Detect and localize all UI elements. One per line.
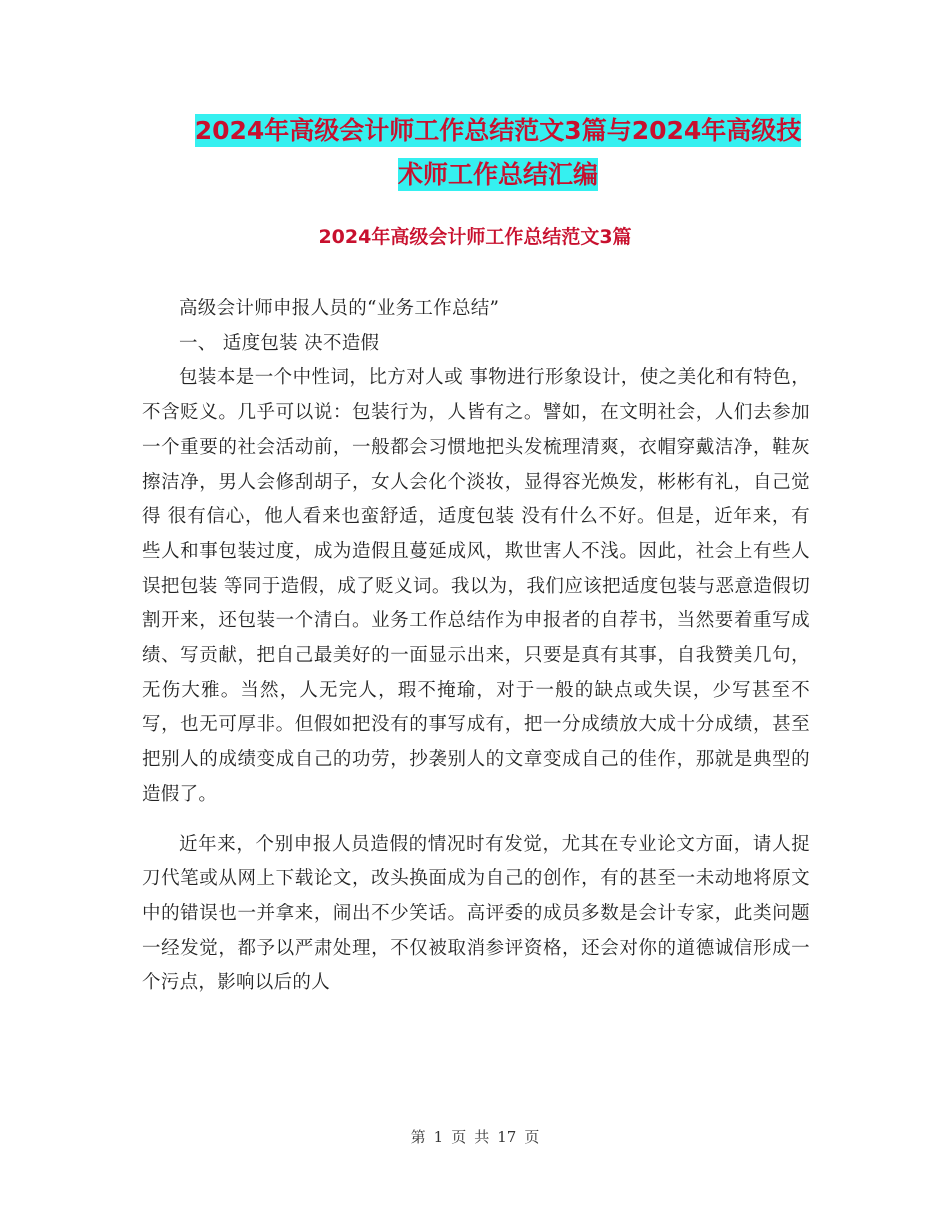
- paragraph-recent-years: 近年来，个别申报人员造假的情况时有发觉，尤其在专业论文方面，请人捉刀代笔或从网上下载论文，改头换面成为自己的创作，有的甚至一未动地将原文中的错误也一并拿来，闹出不少笑话。高评委的成员多数是会计专家，此类问题一经发觉，都予以严肃处理，不仅被取消参评资格，还会对你的道德诚信形成一个污点，影响以后的人: [142, 833, 810, 994]
- paragraph-packaging: 包装本是一个中性词，比方对人或 事物进行形象设计，使之美化和有特色， 不含贬义。几乎可以说：包装行为，人皆有之。譬如，在文明社会，人们去参加一个重要的社会活动前，一般都会习惯地把头发梳理清爽，衣帽穿戴洁净，鞋灰擦洁净，男人会修刮胡子，女人会化个淡妆，显得容光焕发，彬彬有礼，自己觉得 很有信心，他人看来也蛮舒适，适度包装 没有什么不好。但是，近年来，有些人和事包装过度，成为造假且蔓延成风，欺世害人不浅。因此，社会上有些人误把包装 等同于造假，成了贬义词。我以为，我们应该把适度包装与恶意造假切割开来，还包装一个清白。业务工作总结作为申报者的自荐书，当然要着重写成绩、写贡献，把自己最美好的一面显示出来，只要是真有其事，自我赞美几句，无伤大雅。当然，人无完人，瑕不掩瑜，对于一般的缺点或失误，少写甚至不写，也无可厚非。但假如把没有的事写成有，把一分成绩放大成十分成绩，甚至把别人的成绩变成自己的功劳，抄袭别人的文章变成自己的佳作，那就是典型的造假了。: [142, 367, 810, 805]
- title-highlight-1: 2024年高级会计师工作总结范文3篇与2024年高级技: [194, 116, 802, 145]
- footer-label-unit: 页: [451, 1128, 467, 1146]
- section-subtitle: 2024年高级会计师工作总结范文3篇: [318, 226, 632, 248]
- footer-label-unit-2: 页: [524, 1128, 540, 1146]
- title-highlight-2: 术师工作总结汇编: [397, 160, 598, 189]
- document-body: [142, 292, 810, 1001]
- footer-label-page: 第: [410, 1128, 426, 1146]
- document-title-line-2: [186, 152, 810, 198]
- document-title-line-1: [186, 108, 810, 154]
- paragraph-section-one: 一、 适度包装 决不造假: [179, 332, 380, 354]
- footer-current-page: 1: [433, 1128, 444, 1146]
- paragraph-heading-summary: 高级会计师申报人员的“业务工作总结”: [179, 298, 500, 319]
- footer-total-pages: 17: [497, 1128, 517, 1146]
- footer-label-total: 共: [474, 1128, 490, 1146]
- page-footer: [0, 1126, 950, 1147]
